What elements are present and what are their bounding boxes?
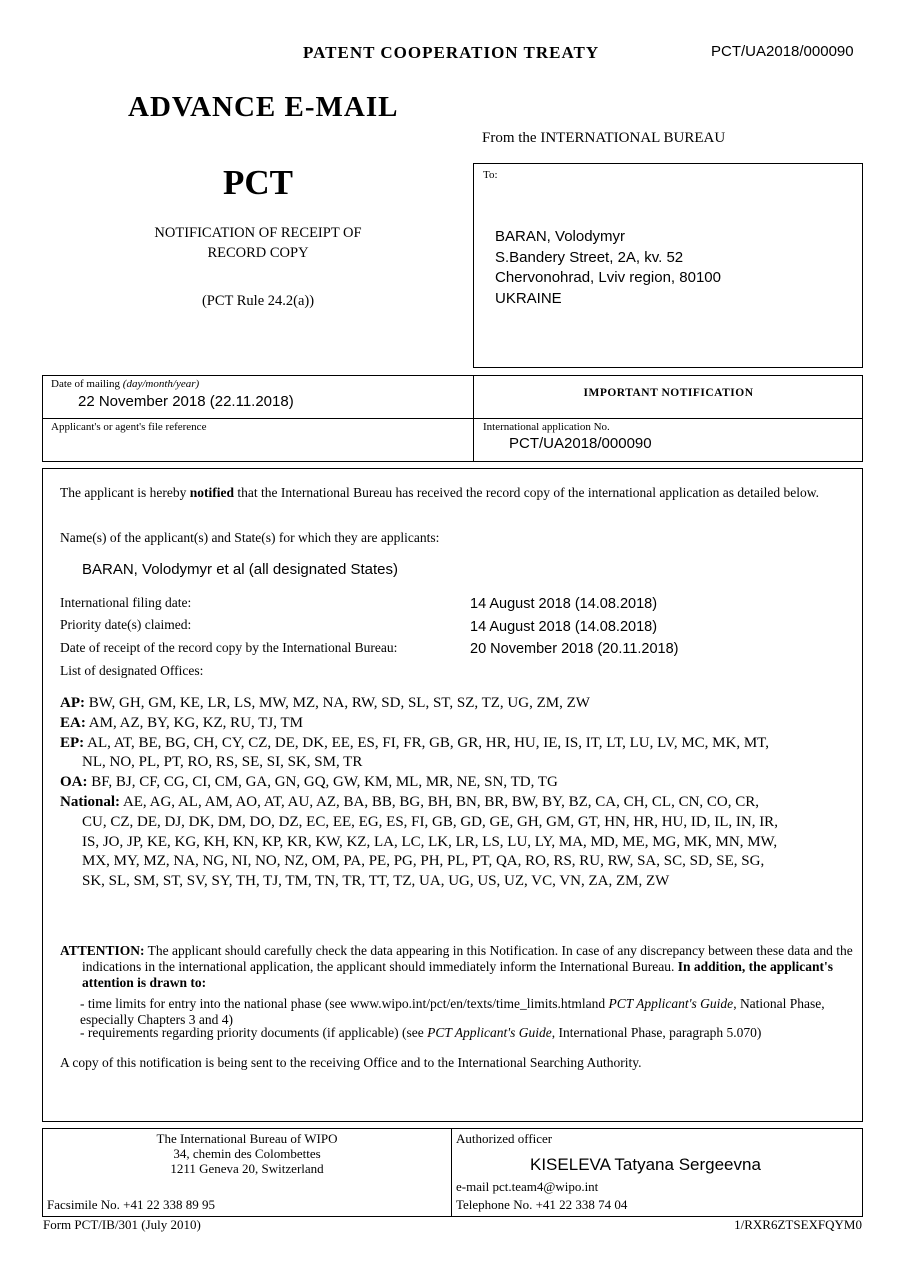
- notification-line-2: RECORD COPY: [207, 245, 309, 261]
- office-states: SK, SL, SM, ST, SV, SY, TH, TJ, TM, TN, TR, TT, TZ, UA, UG, US, UZ, VC, VN, ZA, ZM, ZW: [82, 873, 670, 890]
- bullet-text: - requirements regarding priority documents (if applicable) (see: [80, 1025, 428, 1040]
- date-value: 14 August 2018 (14.08.2018): [470, 619, 658, 635]
- notification-type: [42, 223, 474, 263]
- authorized-officer-label: Authorized officer: [456, 1131, 553, 1146]
- date-label: Priority date(s) claimed:: [60, 617, 192, 632]
- pct-rule: (PCT Rule 24.2(a)): [201, 293, 315, 309]
- office-states: AL, AT, BE, BG, CH, CY, CZ, DE, DK, EE, ES, FI, FR, GB, GR, HR, HU, IE, IS, IT, LT, LU, LV, MC, MK, MT,: [87, 734, 769, 751]
- address-line: BARAN, Volodymyr: [495, 228, 626, 245]
- office-code: EP:: [60, 734, 85, 751]
- office-group-ea: [60, 714, 850, 734]
- office-code: EA:: [60, 714, 86, 731]
- date-value: 20 November 2018 (20.11.2018): [470, 641, 679, 657]
- header-reference: PCT/UA2018/000090: [711, 43, 854, 60]
- from-bureau: From the INTERNATIONAL BUREAU: [482, 130, 726, 146]
- mailing-date-value: 22 November 2018 (22.11.2018): [78, 393, 294, 410]
- office-code: OA:: [60, 774, 88, 791]
- bullet-text: - time limits for entry into the national phase (see www.wipo.int/pct/en/texts/time_limits.htmland: [80, 996, 609, 1011]
- to-label: To:: [483, 169, 498, 181]
- date-value: 14 August 2018 (14.08.2018): [470, 596, 658, 612]
- info-grid-divider: [42, 418, 863, 419]
- copy-notice: A copy of this notification is being sent to the receiving Office and to the International Searching Authority.: [60, 1055, 642, 1070]
- addressee-address: [495, 227, 721, 309]
- office-states: IS, JO, JP, KE, KG, KH, KN, KP, KR, KW, KZ, LA, LC, LK, LR, LS, LU, LY, MA, MD, ME, MG, MK, MN, MW,: [82, 833, 778, 850]
- address-line: UKRAINE: [495, 289, 562, 307]
- notification-intro: [60, 485, 830, 501]
- applicant-names-label: Name(s) of the applicant(s) and State(s) for which they are applicants:: [60, 530, 440, 545]
- office-states: NL, NO, PL, PT, RO, RS, SE, SI, SK, SM, TR: [82, 754, 363, 771]
- treaty-title: PATENT COOPERATION TREATY: [303, 43, 600, 62]
- intro-text: that the International Bureau has received the record copy of the international application as detailed below.: [233, 485, 819, 500]
- national-phase-bullet: [80, 996, 840, 1028]
- document-title: ADVANCE E-MAIL: [128, 91, 399, 123]
- intro-text: The applicant is hereby: [60, 485, 190, 500]
- date-label: International filing date:: [60, 595, 192, 610]
- bullet-text: , National Phase, especially Chapters 3 and 4): [80, 996, 825, 1027]
- address-line: S.Bandery Street, 2A, kv. 52: [495, 248, 684, 266]
- addressee-box: [473, 163, 863, 368]
- intl-application-value: PCT/UA2018/000090: [509, 435, 652, 452]
- attention-notice: [60, 943, 854, 991]
- attention-bold: In addition, the applicant's attention is drawn to:: [82, 959, 834, 990]
- office-states: AE, AG, AL, AM, AO, AT, AU, AZ, BA, BB, BG, BH, BN, BR, BW, BY, BZ, CA, CH, CL, CN, CO, CR,: [122, 793, 760, 810]
- office-group-ep: [60, 734, 850, 774]
- office-group-national: [60, 793, 850, 892]
- facsimile-number: Facsimile No. +41 22 338 89 95: [47, 1197, 216, 1212]
- footer-divider: [451, 1128, 452, 1217]
- mailing-date-format: (day/month/year): [122, 378, 200, 390]
- mailing-date-label: [51, 378, 199, 390]
- officer-email[interactable]: e-mail pct.team4@wipo.int: [456, 1179, 599, 1194]
- date-label: Date of receipt of the record copy by the International Bureau:: [60, 640, 398, 655]
- bullet-text: , International Phase, paragraph 5.070): [551, 1025, 762, 1040]
- bureau-line: The International Bureau of WIPO: [156, 1131, 338, 1146]
- office-code: AP:: [60, 695, 85, 711]
- bullet-italic: PCT Applicant's Guide: [427, 1025, 552, 1040]
- office-states: BW, GH, GM, KE, LR, LS, MW, MZ, NA, RW, SD, SL, ST, SZ, TZ, UG, ZM, ZW: [88, 695, 590, 711]
- bullet-italic: PCT Applicant's Guide: [608, 996, 734, 1011]
- pct-heading: PCT: [223, 163, 293, 202]
- officer-name: KISELEVA Tatyana Sergeevna: [530, 1155, 761, 1174]
- office-group-ap: [60, 694, 850, 714]
- office-code: National:: [60, 793, 120, 810]
- attention-label: ATTENTION:: [60, 943, 145, 958]
- notification-line-1: NOTIFICATION OF RECEIPT OF: [154, 225, 362, 241]
- bureau-address: [44, 1131, 450, 1176]
- priority-docs-bullet: [80, 1025, 840, 1041]
- designated-offices-list: [60, 694, 850, 892]
- office-states: CU, CZ, DE, DJ, DK, DM, DO, DZ, EC, EE, EG, ES, FI, GB, GD, GE, GH, GM, GT, HN, HR, HU, ID, IL, IN, IR,: [82, 813, 778, 830]
- file-reference-label: Applicant's or agent's file reference: [51, 421, 207, 433]
- bureau-line: 34, chemin des Colombettes: [173, 1146, 321, 1161]
- intl-application-label: International application No.: [483, 421, 610, 433]
- address-line: Chervonohrad, Lviv region, 80100: [495, 269, 721, 286]
- officer-telephone: Telephone No. +41 22 338 74 04: [456, 1197, 628, 1212]
- bureau-line: 1211 Geneva 20, Switzerland: [170, 1161, 324, 1176]
- document-code: 1/RXR6ZTSEXFQYM0: [734, 1217, 862, 1232]
- mailing-date-label-text: Date of mailing: [51, 378, 121, 390]
- office-states: BF, BJ, CF, CG, CI, CM, GA, GN, GQ, GW, KM, ML, MR, NE, SN, TD, TG: [91, 774, 558, 791]
- applicant-names-value: BARAN, Volodymyr et al (all designated States): [82, 561, 398, 578]
- office-group-oa: [60, 773, 850, 793]
- important-notification: IMPORTANT NOTIFICATION: [583, 387, 754, 399]
- attention-text: The applicant should carefully check the data appearing in this Notification. In case of any discrepancy between these data and the indications in the international application, the applicant should immediately inform the International Bureau.: [82, 943, 853, 974]
- form-number: Form PCT/IB/301 (July 2010): [43, 1217, 201, 1232]
- designated-offices-label: List of designated Offices:: [60, 663, 204, 678]
- office-states: MX, MY, MZ, NA, NG, NI, NO, NZ, OM, PA, PE, PG, PH, PL, PT, QA, RO, RS, RU, RW, SA, SC, SD, SE, SG,: [82, 853, 765, 870]
- intro-bold: notified: [189, 485, 234, 500]
- office-states: AM, AZ, BY, KG, KZ, RU, TJ, TM: [88, 714, 303, 731]
